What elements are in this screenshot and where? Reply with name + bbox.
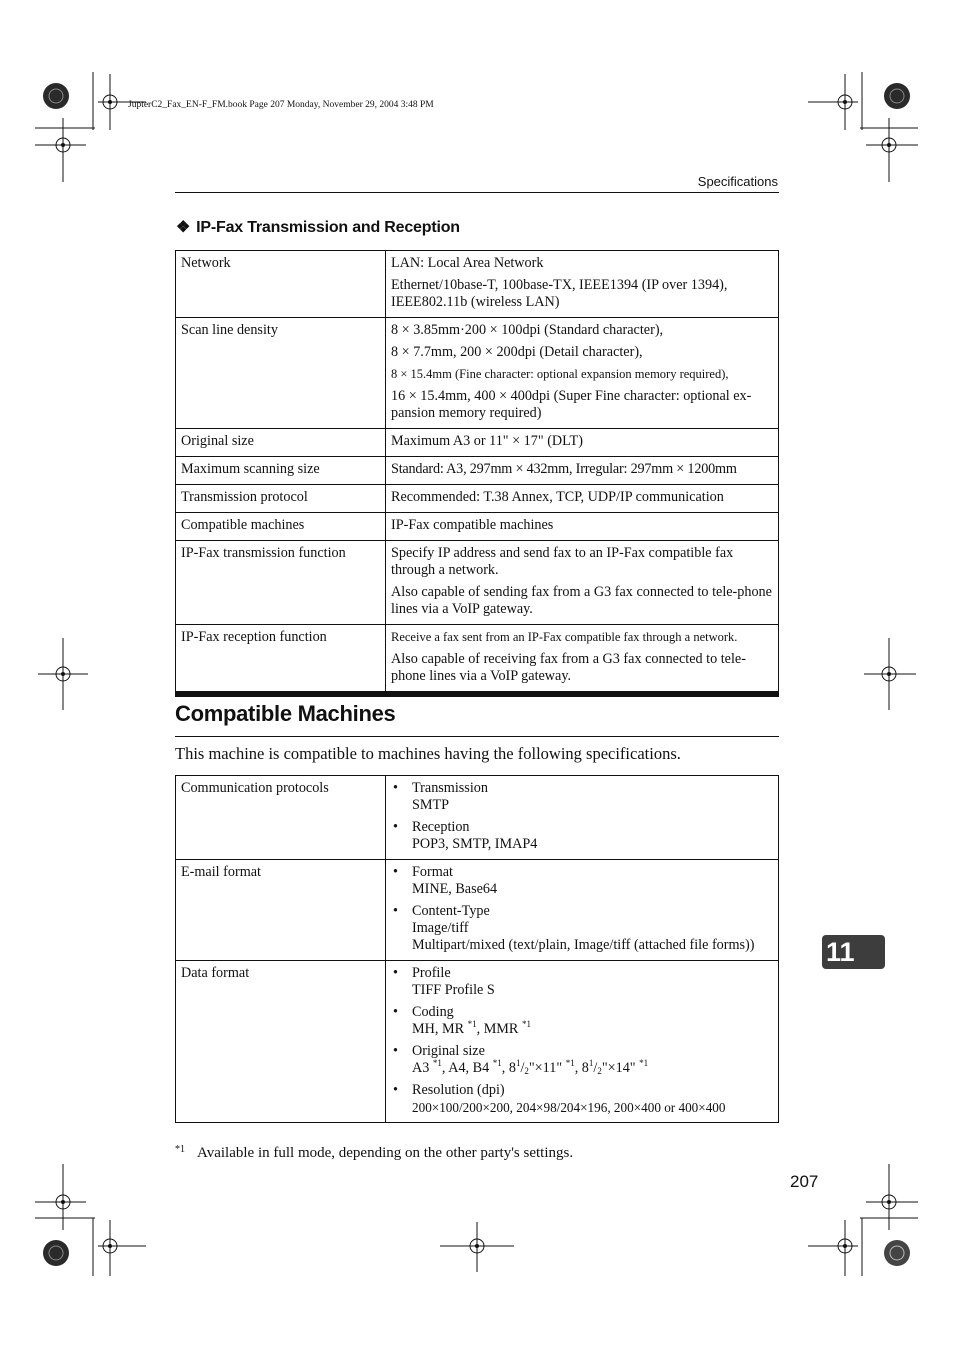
value-line: 8 × 7.7mm, 200 × 200dpi (Detail character), [391,344,643,360]
value-line: Also capable of sending fax from a G3 fax connected to tele-phone lines via a VoIP gateway. [391,584,772,617]
row-value [386,251,779,318]
fraction-denominator: 2 [597,1066,602,1076]
chapter-tab: 11 [822,935,885,969]
footnote-mark: *1 [175,1144,185,1155]
table-row [176,625,779,692]
footnote-ref: *1 [467,1019,477,1029]
footnote-ref: *1 [521,1019,531,1029]
table-row [176,457,779,485]
compat-spec-table [175,775,779,1123]
subheading-text: IP-Fax Transmission and Reception [196,219,460,236]
row-key: IP-Fax reception function [176,625,386,692]
row-value [386,776,779,860]
row-key: E-mail format [176,860,386,961]
table-row [176,541,779,625]
fraction-denominator: 2 [524,1066,529,1076]
list-item [391,965,773,999]
list-item [391,780,773,814]
fraction-numerator: 1 [588,1058,594,1068]
coding-mh-mr: MH, MR [412,1021,465,1037]
section-rule-thin [175,736,779,737]
row-key: Scan line density [176,318,386,429]
list-item [391,1004,773,1038]
value-line: Recommended: T.38 Annex, TCP, UDP/IP communication [391,489,724,505]
item-label: • Profile [412,965,451,981]
footnote-ref: *1 [639,1058,649,1068]
table-row [176,513,779,541]
list-item [391,1082,773,1116]
table-row [176,961,779,1123]
row-value [386,318,779,429]
ipfax-spec-table [175,250,779,692]
table-row [176,318,779,429]
list-item [391,1043,773,1077]
row-key: Maximum scanning size [176,457,386,485]
item-label: • Content-Type [412,903,490,919]
value-line: IP-Fax compatible machines [391,517,554,533]
table-row [176,860,779,961]
item-label: • Reception [412,819,470,835]
row-value [386,429,779,457]
running-header: Specifications [697,174,778,189]
item-label: • Original size [412,1043,485,1059]
row-key: Compatible machines [176,513,386,541]
value-line: 8 × 15.4mm (Fine character: optional expansion memory required), [391,367,729,381]
row-value [386,513,779,541]
footnote-text: Available in full mode, depending on the other party's settings. [197,1145,574,1161]
row-value [386,541,779,625]
value-line: Maximum A3 or 11" × 17" (DLT) [391,433,583,449]
value-line: 8 × 3.85mm·200 × 100dpi (Standard character), [391,322,664,338]
item-label: • Resolution (dpi) [412,1082,505,1098]
value-line: LAN: Local Area Network [391,255,544,271]
list-item [391,864,773,898]
size-a4-b4: , A4, B4 [441,1060,490,1076]
item-label: • Format [412,864,453,880]
row-key: Transmission protocol [176,485,386,513]
item-line: SMTP [412,797,450,813]
item-line: Image/tiff [412,920,469,936]
value-line: Ethernet/10base-T, 100base-TX, IEEE1394 (IP over 1394), IEEE802.11b (wireless LAN) [391,277,728,310]
table-row [176,485,779,513]
list-item [391,903,773,954]
coding-mmr: , MMR [476,1021,519,1037]
value-line: Specify IP address and send fax to an IP-Fax compatible fax through a network. [391,545,734,578]
row-key: Communication protocols [176,776,386,860]
value-line: 16 × 15.4mm, 400 × 400dpi (Super Fine character: optional ex-pansion memory required) [391,388,752,421]
row-value [386,457,779,485]
size-a3: A3 [412,1060,430,1076]
row-value [386,485,779,513]
item-line: 200×100/200×200, 204×98/204×196, 200×400 or 400×400 [412,1100,726,1115]
value-line: Also capable of receiving fax from a G3 fax connected to tele-phone lines via a VoIP gateway. [391,651,746,684]
list-item [391,819,773,853]
footnote-ref: *1 [432,1058,442,1068]
fraction-numerator: 1 [515,1058,521,1068]
intro-paragraph: This machine is compatible to machines having the following specifications. [175,744,681,763]
item-line: TIFF Profile S [412,982,495,998]
table-row [176,429,779,457]
item-line: MINE, Base64 [412,881,498,897]
size-legal-dim: "×14" [601,1060,636,1076]
row-key: Data format [176,961,386,1123]
item-label: • Coding [412,1004,454,1020]
section-subheading [176,217,460,237]
footnote-ref: *1 [492,1058,502,1068]
item-line [412,1021,773,1038]
row-value [386,625,779,692]
table-row [176,251,779,318]
section-rule-thick [175,692,779,697]
size-letter: , 8 [501,1060,516,1076]
size-legal: , 8 [574,1060,589,1076]
item-line: Multipart/mixed (text/plain, Image/tiff (attached file forms)) [412,937,755,953]
row-value [386,961,779,1123]
row-key: Original size [176,429,386,457]
header-rule [175,192,779,193]
value-line: Standard: A3, 297mm × 432mm, Irregular: 297mm × 1200mm [391,461,737,477]
book-info: JupterC2_Fax_EN-F_FM.book Page 207 Monday, November 29, 2004 3:48 PM [128,100,434,110]
footnote [175,1144,573,1162]
row-key: Network [176,251,386,318]
row-key: IP-Fax transmission function [176,541,386,625]
footnote-ref: *1 [565,1058,575,1068]
table-row [176,776,779,860]
item-line: A3 $^{*1}$, A4, B4 $^{*1}$, $8^1/_2"\times 11$" $^{*1}$, $8^1/_2"\times 14$" $^{*1}$ [412,1058,649,1076]
item-line: POP3, SMTP, IMAP4 [412,836,538,852]
size-letter-dim: "×11" [528,1060,563,1076]
row-value [386,860,779,961]
page-number: 207 [790,1172,819,1191]
diamond-bullet-icon: ❖ [176,219,191,236]
item-label: • Transmission [412,780,488,796]
value-line: Receive a fax sent from an IP-Fax compatible fax through a network. [391,630,738,644]
section-title: Compatible Machines [175,701,396,726]
